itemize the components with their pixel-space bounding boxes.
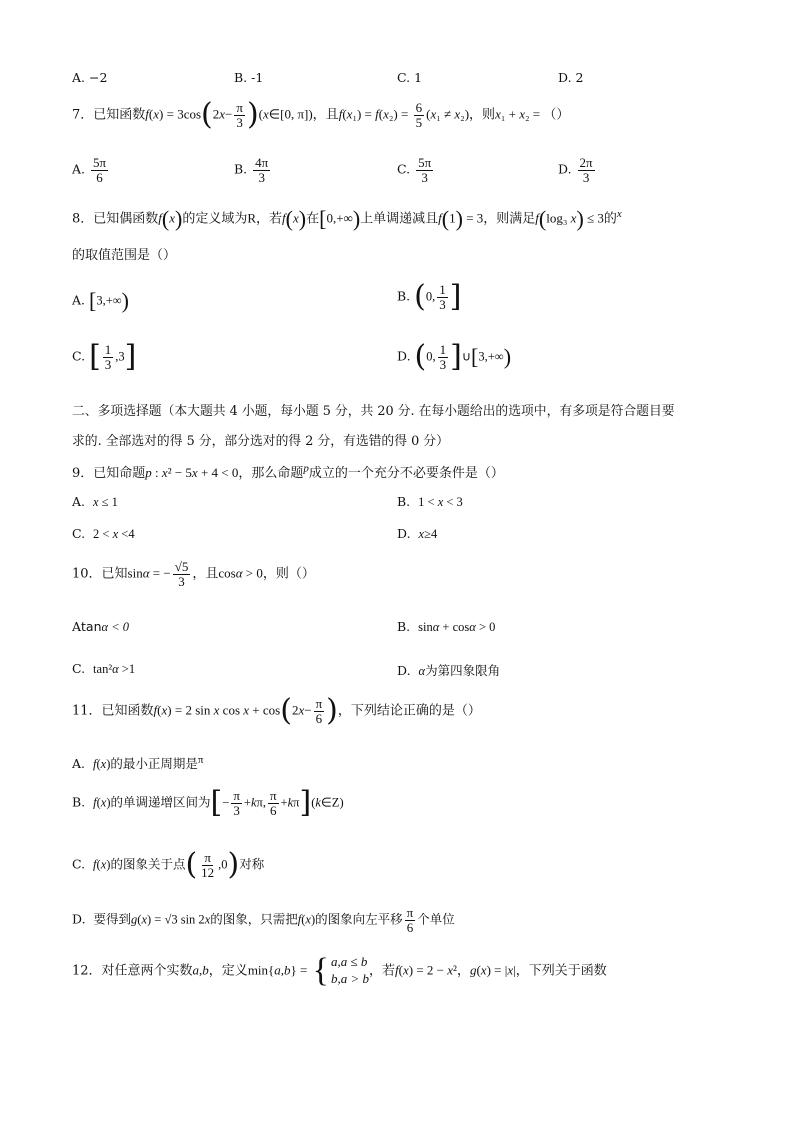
q10-option-b: B. sinα + cosα > 0 [397, 619, 496, 634]
q10-option-c: C. tan²α >1 [72, 661, 136, 676]
q12-stem: 12．对任意两个实数a,b，定义min{a,b} = { a,a ≤ b b,a > b ，若f(x) = 2 − x²，g(x) = |x|，下列关于函数 [72, 952, 607, 989]
q10-option-d: D. α为第四象限角 [397, 663, 501, 678]
q11-option-c: C. f(x)的图象关于点( $\frac{\pi}{12}$ ,0)对称 [72, 847, 265, 882]
q7-option-d: D. $\frac{2\pi}{3}$ [558, 155, 593, 185]
q10-stem: 10．已知sinα = − $\frac{√5}{3}$ ，且cosα > 0，则（） [72, 559, 315, 589]
q6-option-a: A. −2 [72, 70, 108, 85]
q6-option-d: D. 2 [558, 70, 584, 85]
q9-option-c: C. 2 < x <4 [72, 526, 135, 541]
q6-option-b: B. -1 [234, 70, 264, 85]
q11-option-b: B. f(x)的单调递增区间为[− $\frac{\pi}{3}$ +kπ, $\frac{\pi}{6}$ +kπ](k∈Z) [72, 785, 344, 820]
q9-stem: 9．已知命题p : x² − 5x + 4 < 0，那么命题$^p$成立的一个充分不必要条件是（） [72, 462, 504, 481]
q8-stem-line2: 的取值范围是（） [72, 248, 177, 263]
q8-option-c: C. [ $\frac{1}{3}$ ,3] [72, 339, 137, 374]
q11-stem: 11．已知函数f(x) = 2 sin x cos x + cos(2x− $\frac{\pi}{6}$ )，下列结论正确的是（） [72, 693, 481, 728]
q8-stem-line1: 8．已知偶函数f(x)的定义域为R，若f(x)在[0,+∞)上单调递减且f(1) = 3，则满足f(log₃ x) ≤ 3的$^x$ [72, 206, 622, 231]
q10-option-a: Atanα < 0 [72, 619, 130, 634]
q7-option-c: C. $\frac{5\pi}{3}$ [397, 155, 432, 185]
q9-option-a: A. x ≤ 1 [72, 494, 118, 509]
section-2-heading-line2: 求的. 全部选对的得 5 分，部分选对的得 2 分，有选错的得 0 分） [72, 434, 449, 449]
q7-stem: 7．已知函数f(x) = 3cos(2x− $\frac{\pi}{3}$ )(x∈[0, π])，且f(x₁) = f(x₂) = $\frac{6}{5}$ (x₁ ≠ x₂)，则x₁ + x₂ = （） [72, 97, 570, 132]
q11-option-a: A. f(x)的最小正周期是π [72, 754, 204, 772]
q7-option-a: A. $\frac{5\pi}{6}$ [72, 155, 107, 185]
q8-option-d: D. (0, $\frac{1}{3}$ ]∪[3,+∞) [397, 339, 512, 374]
q9-option-b: B. 1 < x < 3 [397, 494, 463, 509]
q9-option-d: D. x≥4 [397, 526, 438, 541]
section-2-heading-line1: 二、多项选择题（本大题共 4 小题，每小题 5 分，共 20 分. 在每小题给出的选项中，有多项是符合题目要 [72, 404, 675, 419]
q11-option-d: D. 要得到g(x) = √3 sin 2x的图象，只需把f(x)的图象向左平移 $\frac{\pi}{6}$ 个单位 [72, 905, 455, 935]
q8-option-b: B. (0, $\frac{1}{3}$ ] [397, 279, 462, 314]
q8-option-a: A. [3,+∞) [72, 288, 129, 313]
q6-option-c: C. 1 [397, 70, 423, 85]
q7-option-b: B. $\frac{4\pi}{3}$ [234, 155, 269, 185]
